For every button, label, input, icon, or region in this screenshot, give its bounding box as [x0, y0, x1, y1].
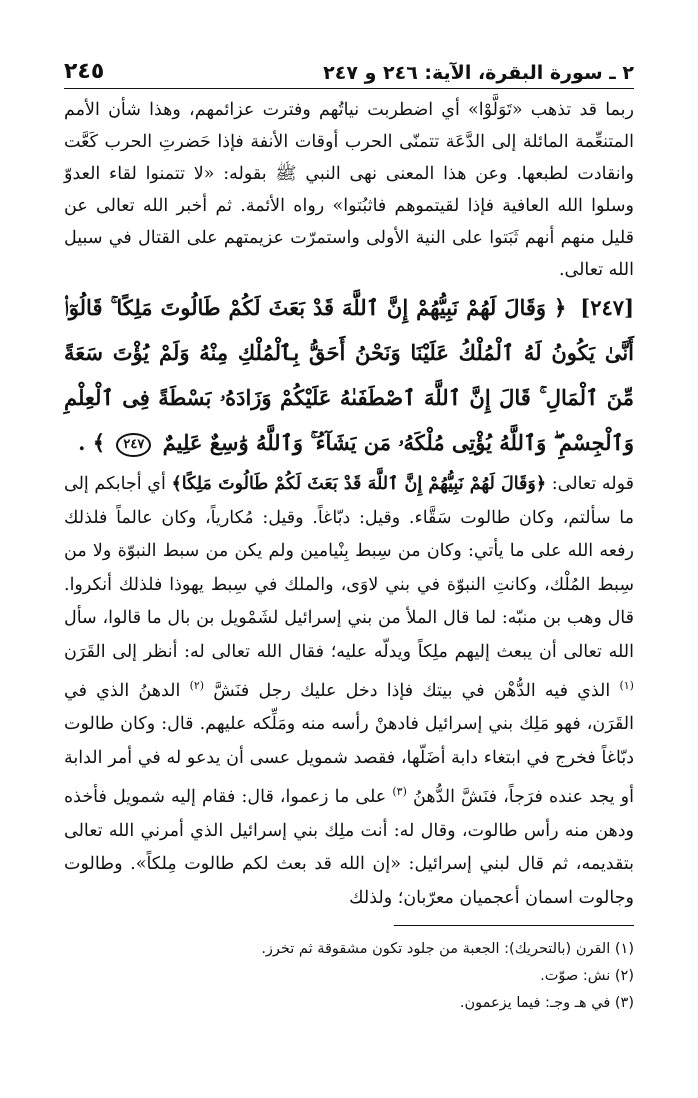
footnote-1: (١) القرن (بالتحريك): الجعبة من جلود تكون مشقوقة ثم تخرز.: [261, 941, 634, 957]
footnotes: [64, 936, 634, 1017]
ayah-end-marker: ٢٤٧: [116, 433, 151, 457]
running-title: ٢ ـ سورة البقرة، الآية: ٢٤٦ و ٢٤٧: [323, 62, 634, 84]
quoted-verse: ﴿وَقَالَ لَهُمْ نَبِيُّهُمْ إِنَّ ٱللَّهَ قَدْ بَعَثَ لَكُمْ طَالُوتَ مَلِكًا﴾: [171, 474, 547, 494]
paragraph-text-b: الذي فيه الدُّهْن في بيتك فإذا دخل عليك رجل فنَشَّ: [213, 680, 611, 701]
footnote-ref-1[interactable]: (١): [619, 679, 634, 692]
page-header: [64, 52, 634, 89]
quran-verse: [64, 285, 634, 465]
paragraph-text-c: الدهنُ الذي في القَرَن، فهو مَلِك بني إسرائيل فادهنْ رأسه منه ومَلِّكه عليهم. قال: وكان طالوت دبّاغاً فخرج في ابتغاء دابة أضَلّها، فقصد شمويل عسى أن يدعو له في أمر الدابة أو يجد عنده فرَجاً، فنَشَّ الدُّهنُ: [64, 680, 634, 808]
page-number: ٢٤٥: [64, 59, 105, 84]
footnote-3: (٣) في هـ وجـ: فيما يزعمون.: [459, 995, 634, 1011]
footnote-ref-3[interactable]: (٣): [392, 785, 407, 799]
paragraph-text-d: على ما زعموا، قال: فقام إليه شمويل فأخذه ودهن منه رأس طالوت، وقال له: أنت ملِك بني إسرائيل الذي أمرني الله تعالى بتقديمه، ثم قال لبني إسرائيل: «إن الله قد بعث لكم طالوت مِلكاً». وطالوت وجالوت اسمان أعجميان معرّبان؛ ولذلك: [64, 787, 634, 908]
verse-text: ﴿ وَقَالَ لَهُمْ نَبِيُّهُمْ إِنَّ ٱللَّهَ قَدْ بَعَثَ لَكُمْ طَالُوتَ مَلِكًا ۚ قَالُوٓا۟ أَنَّىٰ يَكُونُ لَهُ ٱلْمُلْكُ عَلَيْنَا وَنَحْنُ أَحَقُّ بِٱلْمُلْكِ مِنْهُ وَلَمْ يُؤْتَ سَعَةً مِّنَ ٱلْمَالِ ۚ قَالَ إِنَّ ٱللَّهَ ٱصْطَفَىٰهُ عَلَيْكُمْ وَزَادَهُۥ بَسْطَةً فِى ٱلْعِلْمِ وَٱلْجِسْمِ ۖ وَٱللَّهُ يُؤْتِى مُلْكَهُۥ مَن يَشَآءُ ۚ وَٱللَّهُ وَٰسِعٌ عَلِيمٌ: [64, 295, 634, 455]
footnote-ref-2[interactable]: (٢): [189, 679, 205, 692]
verse-close: ﴾ .: [78, 430, 106, 455]
commentary-paragraph-1: ربما قد تذهب «تَوَلَّوْا» أي اضطربت نياتُهم وفترت عزائمهم، وهذا شأن الأمم المتنعِّمة المائلة إلى الدَّعَة تتمنّى الحرب أوقات الأنفة فإذا حَضرتِ الحرب كَعَّت وانقادت لطبعها. وعن هذا المعنى نهى النبي ﷺ بقوله: «لا تتمنوا لقاء العدوّ وسلوا الله العافية فإذا لقيتموهم فاثبُتوا» رواه الأئمة. ثم أخبر الله تعالى عن قليل منهم أنهم ثَبَتوا على النية الأولى واستمرّت عزيمتهم على القتال في سبيل الله تعالى.: [64, 100, 634, 280]
footnote-2: (٢) نش: صوّت.: [540, 968, 634, 984]
commentary-paragraph-2: [64, 468, 634, 915]
footnote-divider: [394, 925, 634, 926]
paragraph-intro: قوله تعالى:: [546, 474, 634, 494]
paragraph-text-a: أي أجابكم إلى ما سألتم، وكان طالوت سَقَّاء. وقيل: دبّاغاً. وقيل: مُكارياً، وكان عالماً فلذلك رفعه الله على ما يأتي: وكان من سِبط بِنْيامين ولم يكن من سبط النبوّة ولا من سِبط المُلْك، وكانتِ النبوّة في بني لاوَى، والملك في سِبط يهوذا فلذلك أنكروا. قال وهب بن منبّه: لما قال الملأ من بني إسرائيل لشَمْويل بن بال ما قالوا، سأل الله تعالى أن يبعث إليهم ملِكاً ويدلّه عليه؛ فقال الله تعالى له: أنظر إلى القَرَن: [64, 474, 634, 662]
verse-number: [٢٤٧]: [580, 295, 634, 320]
